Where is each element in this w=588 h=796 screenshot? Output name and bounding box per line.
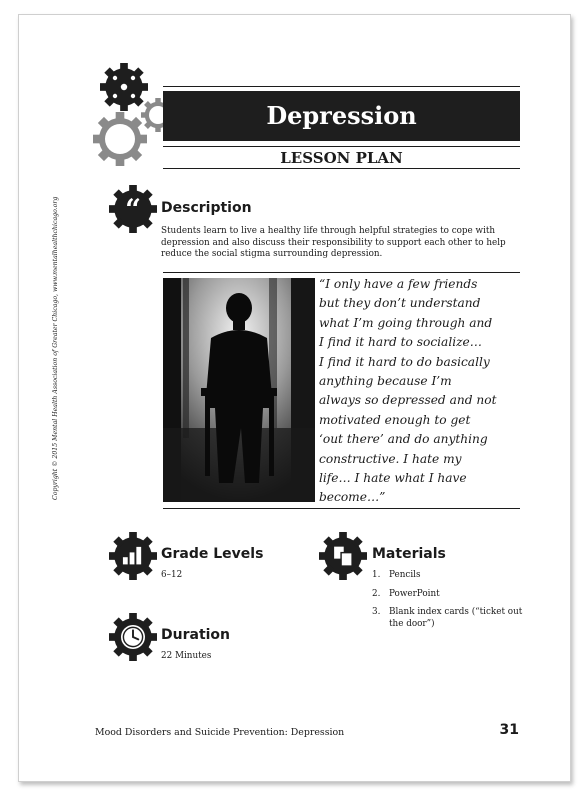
duration-heading: Duration — [161, 627, 231, 643]
materials-list — [372, 570, 532, 637]
quote-line: but they don’t understand — [319, 296, 481, 311]
quote-line: motivated enough to get — [319, 412, 471, 427]
page-title: Depression — [163, 91, 520, 141]
quote-line: always so depressed and not — [319, 393, 497, 408]
list-item: 2. PowerPoint — [372, 588, 440, 599]
materials-heading: Materials — [372, 546, 446, 562]
bar-chart-gear-icon — [109, 532, 157, 580]
quote-top-rule — [163, 272, 520, 273]
description-text: Students learn to live a healthy life through helpful strategies to cope with depression and also discuss their responsibility to support each other to help reduce the social stigma surrounding depression. — [161, 226, 506, 259]
title-top-rule — [163, 86, 520, 87]
duration-value: 22 Minutes — [161, 651, 212, 661]
papers-gear-icon — [319, 532, 367, 580]
quote-line: “I only have a few friends — [319, 277, 478, 291]
title-bottom-rule — [163, 146, 520, 147]
quote-bottom-rule — [163, 508, 520, 509]
quote-line: I find it hard to socialize… — [319, 335, 482, 350]
quote-line: become…” — [319, 490, 386, 505]
quote-line: what I’m going through and — [319, 315, 493, 330]
list-item: 3. Blank index cards (“ticket out the door”) — [372, 607, 523, 629]
quote-line: ‘out there’ and do anything — [319, 432, 488, 447]
quote-line: anything because I’m — [319, 374, 452, 389]
svg-text:“: “ — [125, 193, 141, 227]
description-heading: Description — [161, 200, 252, 216]
page-number: 31 — [499, 722, 519, 738]
page — [18, 14, 571, 782]
quote-gear-icon — [109, 185, 157, 233]
quote-line: constructive. I hate my — [319, 451, 462, 466]
quote-line: life… I hate what I have — [319, 471, 467, 486]
student-silhouette-photo — [163, 278, 315, 502]
list-item: 1. Pencils — [372, 570, 421, 580]
grade-levels-heading: Grade Levels — [161, 546, 264, 562]
student-quote — [319, 275, 524, 508]
footer-title: Mood Disorders and Suicide Prevention: Depression — [95, 727, 345, 738]
grade-levels-value: 6–12 — [161, 570, 183, 580]
clock-gear-icon — [109, 613, 157, 661]
quote-line: I find it hard to do basically — [319, 354, 490, 369]
copyright-notice: Copyright © 2015 Mental Health Association of Greater Chicago, www.mentalhealthchicago.org — [52, 196, 59, 500]
lesson-plan-subtitle: LESSON PLAN — [280, 149, 403, 167]
subtitle-rule — [163, 168, 520, 169]
